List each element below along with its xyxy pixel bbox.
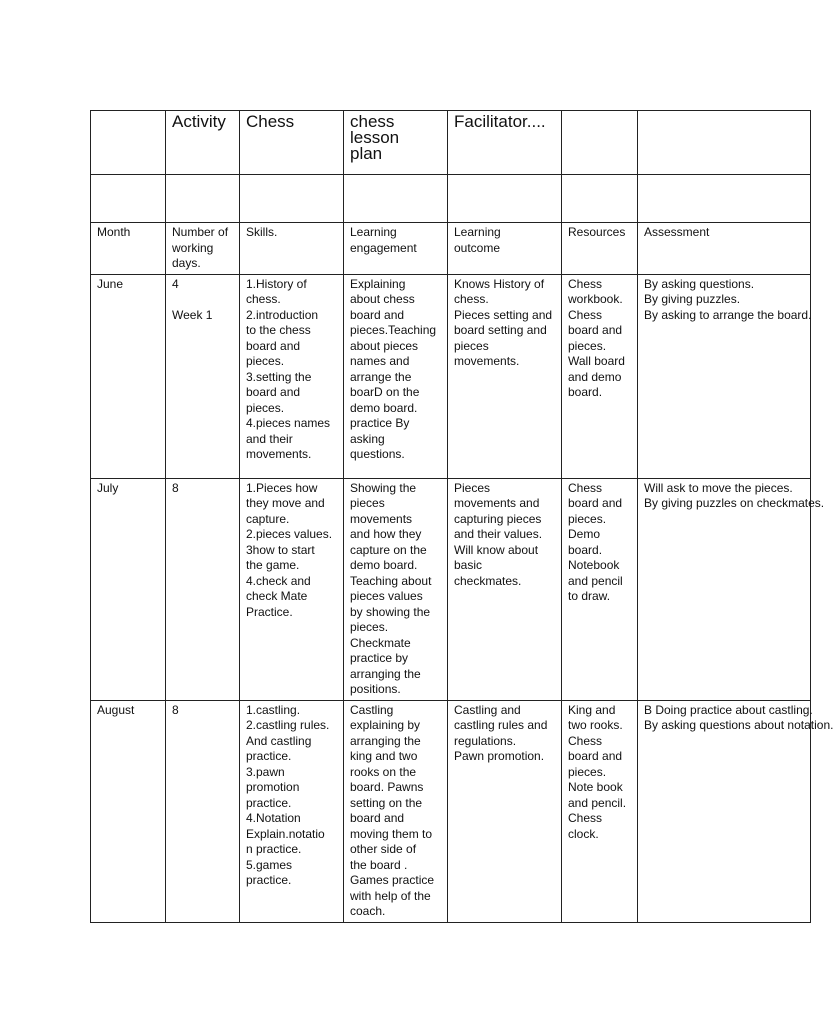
cell-text-line: n practice. bbox=[246, 842, 302, 856]
cell-text-line: 2.castling rules. bbox=[246, 718, 330, 732]
cell-text-line: board. bbox=[568, 385, 603, 399]
cell-text-line: pieces. bbox=[568, 338, 607, 353]
outcome-header bbox=[448, 223, 562, 275]
cell-text-line: positions. bbox=[350, 682, 401, 696]
resources-cell bbox=[562, 700, 638, 922]
cell-text-line: check Mate bbox=[246, 589, 308, 603]
cell-text-line: practice By bbox=[350, 416, 410, 430]
cell-text-line: board and bbox=[246, 338, 301, 353]
cell-text-line: and pencil bbox=[568, 573, 623, 588]
cell-text-line: they move and bbox=[246, 496, 325, 510]
resources-cell bbox=[562, 274, 638, 478]
cell-text-line: and their values. bbox=[454, 527, 543, 541]
cell-text-line: pieces. bbox=[568, 511, 607, 526]
cell-text-line: practice by bbox=[350, 651, 409, 665]
cell-text-line: arranging the bbox=[350, 666, 421, 681]
skills-header: Skills. bbox=[240, 223, 344, 275]
cell-text-line: Practice. bbox=[246, 604, 293, 619]
cell-text-line: B Doing practice about castling. bbox=[644, 702, 813, 717]
cell-text-line: boarD on the bbox=[350, 385, 420, 399]
cell-text-line: setting on the bbox=[350, 795, 423, 810]
cell-text-line: 3.pawn bbox=[246, 764, 285, 779]
cell-text-line: Castling bbox=[350, 702, 394, 717]
cell-text-line: and their bbox=[246, 431, 293, 446]
column-header-row bbox=[91, 223, 811, 275]
blank-cell bbox=[91, 175, 166, 223]
engagement-cell bbox=[344, 700, 448, 922]
cell-text-line: Checkmate bbox=[350, 635, 411, 650]
cell-text-line: Chess bbox=[568, 811, 603, 825]
month-cell: July bbox=[91, 478, 166, 700]
blank-cell bbox=[166, 175, 240, 223]
lesson-plan-line: plan bbox=[350, 144, 383, 163]
cell-text-line: movements and bbox=[454, 496, 540, 510]
month-cell: August bbox=[91, 700, 166, 922]
cell-text-line: about chess bbox=[350, 292, 415, 306]
cell-text-line: Notebook bbox=[568, 558, 620, 572]
cell-text-line: coach. bbox=[350, 904, 386, 918]
month-row-august bbox=[91, 700, 811, 922]
cell-text-line: 3.setting the bbox=[246, 369, 312, 384]
cell-text-line: practice. bbox=[246, 873, 292, 887]
outcome-cell bbox=[448, 274, 562, 478]
working-days-header-line: Number of bbox=[172, 225, 229, 239]
cell-text-line: King and bbox=[568, 702, 616, 717]
cell-text-line: pieces. bbox=[246, 354, 285, 368]
month-cell: June bbox=[91, 274, 166, 478]
cell-text-line: board and bbox=[350, 307, 405, 322]
cell-text-line: chess. bbox=[454, 292, 489, 306]
cell-text-line: pieces. bbox=[246, 400, 285, 415]
cell-text-line: pieces bbox=[454, 338, 489, 353]
engagement-cell bbox=[344, 478, 448, 700]
cell-text-line: movements. bbox=[246, 447, 312, 461]
working-days-header bbox=[166, 223, 240, 275]
cell-text-line: Wall board bbox=[568, 354, 625, 368]
lesson-plan-heading bbox=[344, 111, 448, 175]
week-label: Week 1 bbox=[172, 307, 213, 322]
outcome-cell bbox=[448, 700, 562, 922]
assessment-header: Assessment bbox=[638, 223, 811, 275]
cell-text-line: By asking to arrange the board. bbox=[644, 307, 812, 322]
cell-text-line: Teaching about bbox=[350, 573, 432, 588]
assessment-cell bbox=[638, 700, 833, 922]
engagement-header-line: engagement bbox=[350, 240, 417, 255]
cell-text-line: checkmates. bbox=[454, 573, 522, 588]
resources-cell bbox=[562, 478, 638, 700]
cell-text-line: By asking questions. bbox=[644, 276, 755, 291]
cell-text-line: pieces. bbox=[350, 620, 389, 634]
month-row-june bbox=[91, 274, 811, 478]
cell-text-line: regulations. bbox=[454, 733, 517, 748]
cell-text-line: Explaining bbox=[350, 276, 406, 291]
cell-text-line: 1.castling. bbox=[246, 702, 301, 717]
working-days-header-line: days. bbox=[172, 256, 201, 270]
cell-text-line: board. Pawns bbox=[350, 780, 424, 794]
lesson-plan-line: chess bbox=[350, 112, 395, 131]
assessment-cell bbox=[638, 478, 825, 700]
resources-header: Resources bbox=[562, 223, 638, 275]
cell-text-line: pieces bbox=[350, 496, 385, 510]
blank-cell bbox=[240, 175, 344, 223]
cell-text-line: movements. bbox=[454, 354, 520, 368]
skills-cell bbox=[240, 700, 344, 922]
month-header: Month bbox=[91, 223, 166, 275]
cell-text-line: king and two bbox=[350, 749, 418, 763]
cell-text-line: two rooks. bbox=[568, 718, 623, 732]
cell-text-line: explaining by bbox=[350, 718, 421, 732]
blank-row bbox=[91, 175, 811, 223]
activity-heading: Activity bbox=[166, 111, 240, 175]
cell-text-line: Chess bbox=[568, 480, 603, 495]
cell-text-line: and demo bbox=[568, 369, 622, 384]
cell-text-line: the game. bbox=[246, 558, 300, 572]
cell-text-line: clock. bbox=[568, 826, 599, 841]
cell-text-line: Will know about bbox=[454, 542, 539, 557]
cell-text-line: board and bbox=[568, 496, 623, 510]
cell-text-line: rooks on the bbox=[350, 764, 417, 779]
cell-text-line: by showing the bbox=[350, 604, 431, 619]
cell-text-line: Will ask to move the pieces. bbox=[644, 480, 793, 495]
working-days-header-line: working bbox=[172, 240, 214, 255]
cell-text-line: capture on the bbox=[350, 542, 427, 557]
cell-text-line: movements bbox=[350, 511, 413, 526]
working-days-cell: 8 bbox=[166, 478, 240, 700]
engagement-header-line: Learning bbox=[350, 225, 397, 239]
cell-text-line: Demo bbox=[568, 527, 601, 541]
cell-text-line: practice. bbox=[246, 749, 292, 763]
cell-text-line: the board . bbox=[350, 857, 408, 872]
cell-text-line: Note book bbox=[568, 780, 623, 794]
cell-text-line: Explain.notatio bbox=[246, 826, 325, 841]
engagement-header bbox=[344, 223, 448, 275]
skills-cell bbox=[240, 274, 344, 478]
blank-cell bbox=[562, 175, 638, 223]
cell-text-line: And castling bbox=[246, 733, 312, 748]
facilitator-heading: Facilitator.... bbox=[448, 111, 562, 175]
outcome-header-line: outcome bbox=[454, 240, 501, 255]
cell-text-line: Castling and bbox=[454, 702, 521, 717]
skills-cell bbox=[240, 478, 344, 700]
title-cell-empty bbox=[562, 111, 638, 175]
cell-text-line: 3how to start bbox=[246, 542, 315, 557]
cell-text-line: board and bbox=[568, 323, 623, 337]
cell-text-line: By giving puzzles. bbox=[644, 292, 741, 306]
cell-text-line: 2.introduction bbox=[246, 307, 319, 322]
cell-text-line: promotion bbox=[246, 780, 300, 794]
cell-text-line: 4.check and bbox=[246, 573, 311, 588]
cell-text-line: demo board. bbox=[350, 558, 418, 572]
engagement-cell bbox=[344, 274, 448, 478]
cell-text-line: By asking questions about notation. bbox=[644, 718, 833, 732]
lesson-plan-table bbox=[90, 110, 833, 923]
cell-text-line: workbook. bbox=[568, 292, 623, 306]
cell-text-line: board setting and bbox=[454, 323, 547, 337]
cell-text-line: Showing the bbox=[350, 480, 417, 495]
cell-text-line: pieces.Teaching bbox=[350, 323, 437, 337]
cell-text-line: 5.games bbox=[246, 857, 293, 872]
blank-cell bbox=[638, 175, 811, 223]
cell-text-line: practice. bbox=[246, 795, 292, 810]
lesson-plan-line: lesson bbox=[350, 128, 400, 147]
cell-text-line: 1.Pieces how bbox=[246, 480, 318, 495]
cell-text-line: arranging the bbox=[350, 733, 421, 748]
cell-text-line: 2.pieces values. bbox=[246, 527, 333, 541]
cell-text-line: questions. bbox=[350, 447, 405, 461]
cell-text-line: pieces values bbox=[350, 589, 423, 603]
cell-text-line: other side of bbox=[350, 842, 417, 856]
cell-text-line: Knows History of bbox=[454, 276, 545, 291]
cell-text-line: and pencil. bbox=[568, 795, 627, 810]
cell-text-line: asking bbox=[350, 431, 385, 446]
outcome-header-line: Learning bbox=[454, 225, 501, 239]
cell-text-line: Pieces bbox=[454, 480, 491, 495]
cell-text-line: By giving puzzles on checkmates. bbox=[644, 496, 825, 510]
cell-text-line: Pawn promotion. bbox=[454, 749, 545, 763]
cell-text-line: 4.Notation bbox=[246, 811, 301, 825]
cell-text-line: arrange the bbox=[350, 369, 412, 384]
cell-text-line: Chess bbox=[568, 276, 603, 291]
cell-text-line: capturing pieces bbox=[454, 511, 542, 526]
title-row bbox=[91, 111, 811, 175]
cell-text-line: board and bbox=[568, 749, 623, 763]
cell-text-line: names and bbox=[350, 354, 410, 368]
cell-text-line: Chess bbox=[568, 733, 603, 748]
chess-heading: Chess bbox=[240, 111, 344, 175]
blank-cell bbox=[344, 175, 448, 223]
working-days-value: 4 bbox=[172, 276, 179, 291]
cell-text-line: board. bbox=[568, 542, 603, 557]
working-days-cell bbox=[166, 274, 240, 478]
cell-text-line: to draw. bbox=[568, 589, 611, 603]
cell-text-line: basic bbox=[454, 558, 483, 572]
cell-text-line: Games practice bbox=[350, 873, 435, 887]
cell-text-line: moving them to bbox=[350, 826, 433, 841]
blank-cell bbox=[448, 175, 562, 223]
cell-text-line: to the chess bbox=[246, 323, 311, 337]
cell-text-line: about pieces bbox=[350, 338, 419, 353]
cell-text-line: 1.History of bbox=[246, 276, 307, 291]
cell-text-line: capture. bbox=[246, 511, 290, 526]
month-row-july bbox=[91, 478, 811, 700]
cell-text-line: with help of the bbox=[350, 888, 431, 903]
outcome-cell bbox=[448, 478, 562, 700]
cell-text-line: Pieces setting and bbox=[454, 307, 553, 322]
working-days-cell: 8 bbox=[166, 700, 240, 922]
cell-text-line: board and bbox=[246, 385, 301, 399]
cell-text-line: 4.pieces names bbox=[246, 416, 331, 430]
title-cell-empty bbox=[638, 111, 811, 175]
title-cell-empty bbox=[91, 111, 166, 175]
cell-text-line: castling rules and bbox=[454, 718, 548, 732]
cell-text-line: pieces. bbox=[568, 764, 607, 779]
cell-text-line: chess. bbox=[246, 292, 281, 306]
cell-text-line: board and bbox=[350, 811, 405, 825]
cell-text-line: demo board. bbox=[350, 400, 418, 415]
assessment-cell bbox=[638, 274, 811, 478]
cell-text-line: and how they bbox=[350, 527, 422, 541]
cell-text-line: Chess bbox=[568, 307, 603, 322]
